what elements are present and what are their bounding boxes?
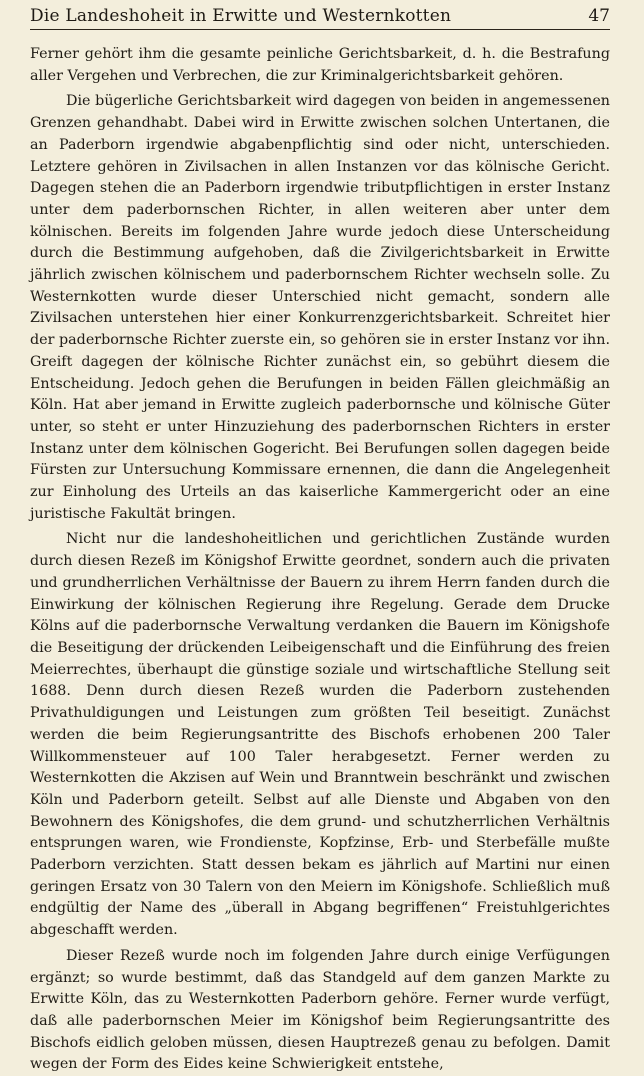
paragraph: Dieser Rezeß wurde noch im folgenden Jahre durch einige Verfügungen ergänzt; so wurde bestimmt, daß das Standgeld auf dem ganzen Markte zu Erwitte Köln, das zu Westernkotten Paderborn gehöre. Ferner wurde verfügt, daß alle paderbornschen Meier im Königshof beim Regierungsantritte des Bischofs eidlich geloben müssen, diesen Hauptrezeß genau zu befolgen. Damit wegen der Form des Eides keine Schwierigkeit entstehe, xyxy=(30,947,610,1073)
paragraph: Die bügerliche Gerichtsbarkeit wird dagegen von beiden in angemessenen Grenzen gehandhabt. Dabei wird in Erwitte zwischen solchen Untertanen, die an Paderborn irgendwie abgabenpflichtig sind oder nicht, unterschieden. Letztere gehören in Zivilsachen in allen Instanzen vor das kölnische Gericht. Dagegen stehen die an Paderborn irgendwie tributpflichtigen in erster Instanz unter dem paderbornschen Richter, in allen weiteren aber unter dem kölnischen. Bereits im folgenden Jahre wurde jedoch diese Unterscheidung durch die Bestimmung aufgehoben, daß die Zivilgerichtsbarkeit in Erwitte jährlich zwischen kölnischem und paderbornschem Richter wechseln solle. Zu Westernkotten wurde dieser Unterschied nicht gemacht, sondern alle Zivilsachen unterstehen hier einer Konkurrenzgerichtsbarkeit. Schreitet hier der paderbornsche Richter zuerste ein, so gehören sie in erster Instanz vor ihn. Greift dagegen der kölnische Richter zunächst ein, so gebührt diesem die Entscheidung. Jedoch gehen die Berufungen in beiden Fällen gleichmäßig an Köln. Hat aber jemand in Erwitte zugleich paderbornsche und kölnische Güter unter, so steht er unter Hinzuziehung des paderbornschen Richters in erster Instanz unter dem kölnischen Gogericht. Bei Berufungen sollen dagegen beide Fürsten zur Untersuchung Kommissare ernennen, die dann die Angelegenheit zur Einholung des Urteils an das kaiserliche Kammergericht oder an eine juristische Fakultät bringen. xyxy=(30,93,610,522)
page-header xyxy=(30,6,610,30)
paragraph: Ferner gehört ihm die gesamte peinliche Gerichtsbarkeit, d. h. die Bestrafung aller Vergehen und Verbrechen, die zur Kriminalgerichtsbarkeit gehören. xyxy=(30,46,610,84)
running-title: Die Landeshoheit in Erwitte und Westernkotten xyxy=(30,6,452,26)
paragraph: Nicht nur die landeshoheitlichen und gerichtlichen Zustände wurden durch diesen Rezeß im Königshof Erwitte geordnet, sondern auch die privaten und grundherrlichen Verhältnisse der Bauern zu ihrem Herrn fanden durch die Einwirkung der kölnischen Regierung ihre Regelung. Gerade dem Drucke Kölns auf die paderbornsche Verwaltung verdanken die Bauern im Königshofe die Beseitigung der drückenden Leibeigenschaft und die Einführung des freien Meierrechtes, überhaupt die günstige soziale und wirtschaftliche Stellung seit 1688. Denn durch diesen Rezeß wurden die Paderborn zustehenden Privathuldigungen und Leistungen zum größten Teil beseitigt. Zunächst werden die beim Regierungsantritte des Bischofs erhobenen 200 Taler Willkommensteuer auf 100 Taler herabgesetzt. Ferner werden zu Westernkotten die Akzisen auf Wein und Branntwein beschränkt und zwischen Köln und Paderborn geteilt. Selbst auf alle Dienste und Abgaben von den Bewohnern des Königshofes, die dem grund- und schutzherrlichen Verhältnis entsprungen waren, wie Frondienste, Kopfzinse, Erb- und Sterbefälle mußte Paderborn verzichten. Statt dessen bekam es jährlich auf Martini nur einen geringen Ersatz von 30 Talern von den Meiern im Königshofe. Schließlich muß endgültig der Name des „überall in Abgang begriffenen“ Freistuhlgerichtes abgeschafft werden. xyxy=(30,531,610,939)
body-text xyxy=(30,44,610,1076)
page-number: 47 xyxy=(588,6,610,26)
